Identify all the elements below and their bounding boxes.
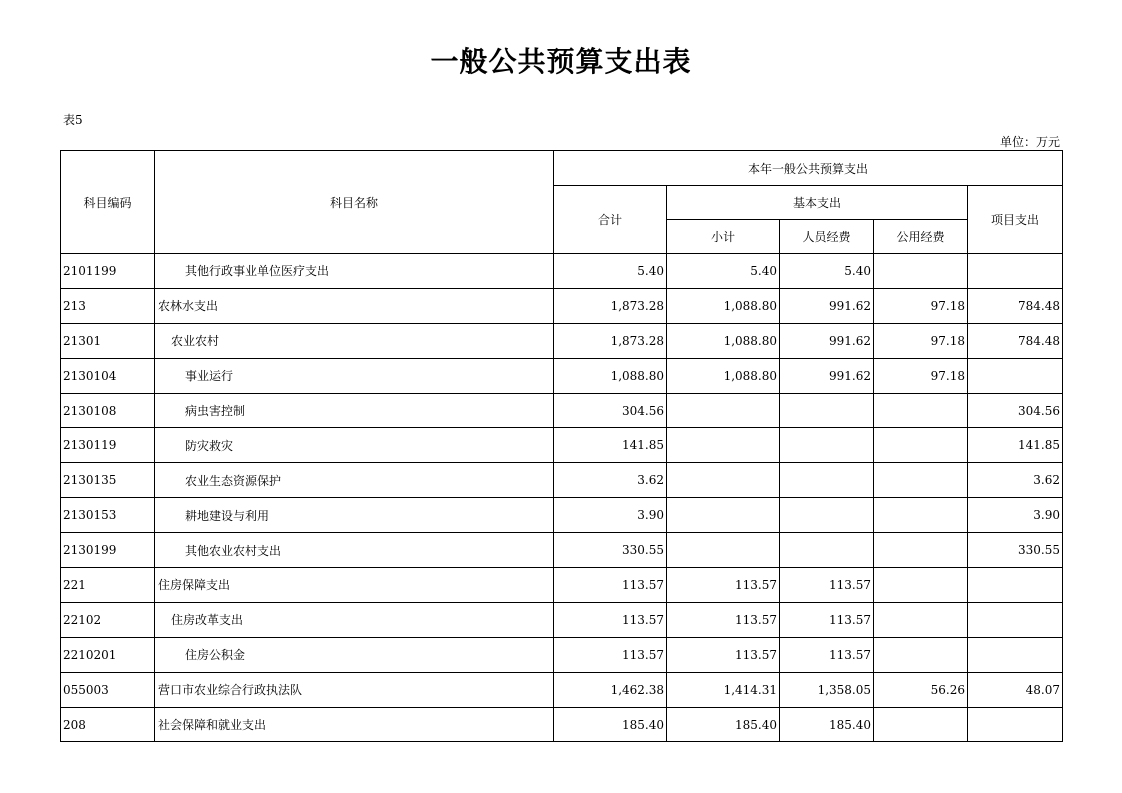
cell-project: 304.56 <box>968 393 1063 428</box>
cell-subtotal: 5.40 <box>667 254 780 289</box>
table-row <box>61 323 1063 358</box>
cell-subtotal: 113.57 <box>667 602 780 637</box>
cell-personnel <box>780 533 874 568</box>
cell-total: 1,873.28 <box>554 288 667 323</box>
cell-public <box>874 393 968 428</box>
header-basic: 基本支出 <box>667 186 968 220</box>
cell-code: 2210201 <box>61 637 155 672</box>
table-row <box>61 288 1063 323</box>
cell-code: 213 <box>61 288 155 323</box>
cell-total: 330.55 <box>554 533 667 568</box>
table-row <box>61 393 1063 428</box>
cell-total: 141.85 <box>554 428 667 463</box>
cell-subtotal <box>667 428 780 463</box>
header-project: 项目支出 <box>968 186 1063 254</box>
cell-subtotal: 113.57 <box>667 568 780 603</box>
cell-total: 1,462.38 <box>554 672 667 707</box>
cell-name: 住房公积金 <box>155 637 554 672</box>
cell-project: 48.07 <box>968 672 1063 707</box>
cell-subtotal: 1,088.80 <box>667 358 780 393</box>
cell-total: 113.57 <box>554 568 667 603</box>
cell-personnel: 991.62 <box>780 288 874 323</box>
cell-subtotal <box>667 463 780 498</box>
cell-personnel <box>780 393 874 428</box>
cell-subtotal: 1,088.80 <box>667 323 780 358</box>
cell-personnel: 991.62 <box>780 323 874 358</box>
header-code: 科目编码 <box>61 151 155 254</box>
cell-project <box>968 707 1063 742</box>
cell-public <box>874 637 968 672</box>
cell-total: 113.57 <box>554 637 667 672</box>
header-name: 科目名称 <box>155 151 554 254</box>
cell-name: 其他农业农村支出 <box>155 533 554 568</box>
table-row <box>61 358 1063 393</box>
table-row <box>61 672 1063 707</box>
cell-personnel: 5.40 <box>780 254 874 289</box>
cell-public <box>874 533 968 568</box>
table-row <box>61 568 1063 603</box>
cell-name: 农林水支出 <box>155 288 554 323</box>
table-row <box>61 602 1063 637</box>
table-row <box>61 254 1063 289</box>
cell-project <box>968 637 1063 672</box>
header-total: 合计 <box>554 186 667 254</box>
table-row <box>61 707 1063 742</box>
cell-personnel <box>780 428 874 463</box>
cell-name: 社会保障和就业支出 <box>155 707 554 742</box>
cell-code: 208 <box>61 707 155 742</box>
cell-public: 97.18 <box>874 323 968 358</box>
cell-project: 141.85 <box>968 428 1063 463</box>
cell-code: 2130153 <box>61 498 155 533</box>
cell-subtotal: 1,088.80 <box>667 288 780 323</box>
cell-subtotal <box>667 393 780 428</box>
cell-code: 2101199 <box>61 254 155 289</box>
header-personnel: 人员经费 <box>780 220 874 254</box>
table-row <box>61 498 1063 533</box>
unit-label: 单位：万元 <box>999 135 1060 149</box>
cell-name: 事业运行 <box>155 358 554 393</box>
cell-project: 330.55 <box>968 533 1063 568</box>
cell-personnel: 991.62 <box>780 358 874 393</box>
cell-code: 2130199 <box>61 533 155 568</box>
cell-name: 防灾救灾 <box>155 428 554 463</box>
cell-total: 113.57 <box>554 602 667 637</box>
cell-public <box>874 602 968 637</box>
cell-name: 病虫害控制 <box>155 393 554 428</box>
cell-total: 1,873.28 <box>554 323 667 358</box>
cell-code: 221 <box>61 568 155 603</box>
cell-public <box>874 707 968 742</box>
cell-public: 97.18 <box>874 288 968 323</box>
table-number: 表5 <box>63 113 83 127</box>
cell-personnel: 1,358.05 <box>780 672 874 707</box>
cell-total: 304.56 <box>554 393 667 428</box>
header-subtotal: 小计 <box>667 220 780 254</box>
table-row <box>61 463 1063 498</box>
cell-project: 784.48 <box>968 288 1063 323</box>
cell-project <box>968 568 1063 603</box>
cell-personnel <box>780 463 874 498</box>
cell-personnel: 185.40 <box>780 707 874 742</box>
cell-code: 2130108 <box>61 393 155 428</box>
cell-total: 3.62 <box>554 463 667 498</box>
cell-name: 耕地建设与利用 <box>155 498 554 533</box>
cell-project: 3.62 <box>968 463 1063 498</box>
cell-public <box>874 428 968 463</box>
cell-name: 住房改革支出 <box>155 602 554 637</box>
page-title: 一般公共预算支出表 <box>430 45 692 78</box>
table-row <box>61 533 1063 568</box>
cell-total: 185.40 <box>554 707 667 742</box>
cell-personnel: 113.57 <box>780 602 874 637</box>
header-group: 本年一般公共预算支出 <box>554 151 1063 186</box>
cell-project <box>968 602 1063 637</box>
cell-subtotal: 185.40 <box>667 707 780 742</box>
cell-project <box>968 254 1063 289</box>
cell-code: 2130104 <box>61 358 155 393</box>
table-row <box>61 637 1063 672</box>
cell-public <box>874 463 968 498</box>
header-public: 公用经费 <box>874 220 968 254</box>
cell-name: 农业生态资源保护 <box>155 463 554 498</box>
cell-project: 784.48 <box>968 323 1063 358</box>
cell-code: 22102 <box>61 602 155 637</box>
cell-code: 21301 <box>61 323 155 358</box>
cell-subtotal: 1,414.31 <box>667 672 780 707</box>
cell-code: 2130119 <box>61 428 155 463</box>
cell-personnel: 113.57 <box>780 637 874 672</box>
cell-public <box>874 254 968 289</box>
cell-name: 其他行政事业单位医疗支出 <box>155 254 554 289</box>
table-row <box>61 428 1063 463</box>
cell-public: 97.18 <box>874 358 968 393</box>
cell-total: 5.40 <box>554 254 667 289</box>
cell-name: 农业农村 <box>155 323 554 358</box>
cell-code: 055003 <box>61 672 155 707</box>
cell-total: 3.90 <box>554 498 667 533</box>
cell-project: 3.90 <box>968 498 1063 533</box>
cell-personnel <box>780 498 874 533</box>
cell-name: 营口市农业综合行政执法队 <box>155 672 554 707</box>
cell-project <box>968 358 1063 393</box>
cell-personnel: 113.57 <box>780 568 874 603</box>
cell-public: 56.26 <box>874 672 968 707</box>
cell-public <box>874 498 968 533</box>
budget-table <box>60 150 1063 742</box>
cell-subtotal: 113.57 <box>667 637 780 672</box>
cell-code: 2130135 <box>61 463 155 498</box>
cell-subtotal <box>667 533 780 568</box>
cell-total: 1,088.80 <box>554 358 667 393</box>
cell-public <box>874 568 968 603</box>
cell-subtotal <box>667 498 780 533</box>
cell-name: 住房保障支出 <box>155 568 554 603</box>
